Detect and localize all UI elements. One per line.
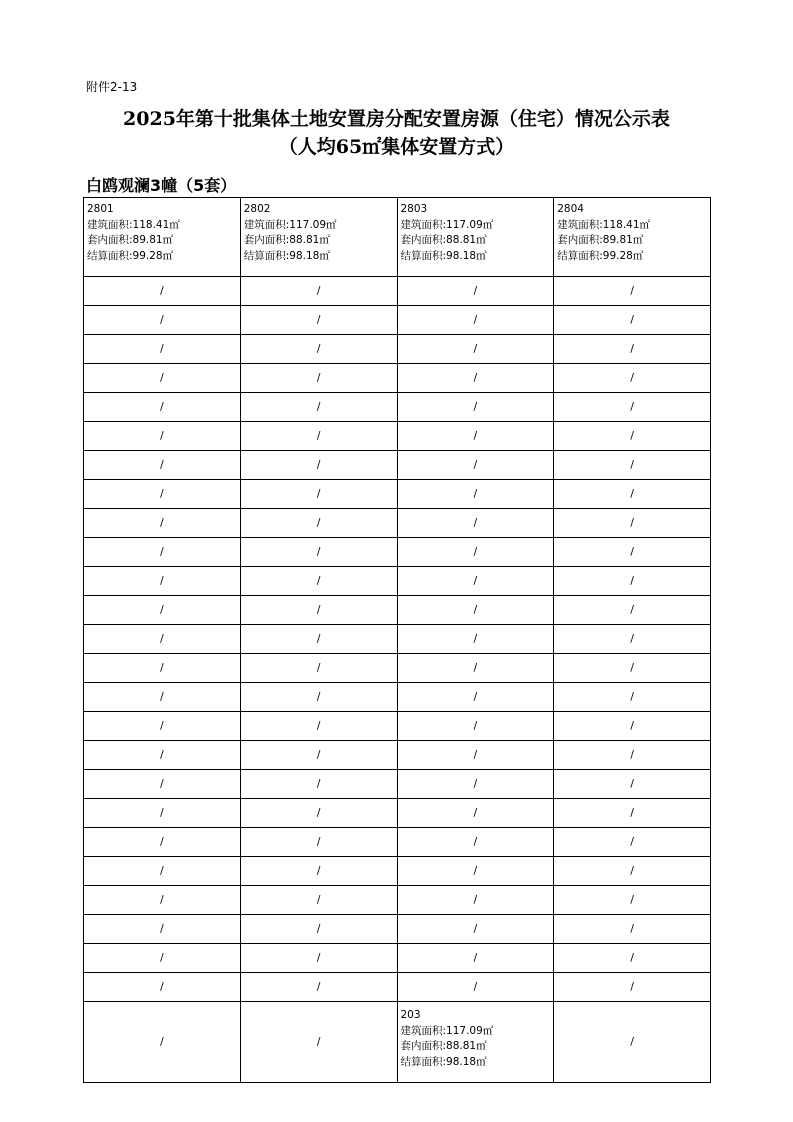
table-row (84, 625, 711, 654)
empty-cell: / (240, 944, 397, 973)
unit-built-area: 建筑面积:117.09㎡ (400, 1024, 494, 1037)
empty-cell: / (397, 915, 554, 944)
page-title: 2025年第十批集体土地安置房分配安置房源（住宅）情况公示表 (123, 108, 670, 130)
empty-cell: / (240, 857, 397, 886)
table-row (84, 306, 711, 335)
table-row (84, 451, 711, 480)
empty-cell: / (240, 451, 397, 480)
unit-settle-area: 结算面积:98.18㎡ (400, 1055, 487, 1068)
table-row (84, 944, 711, 973)
header-row (84, 198, 711, 277)
table-row (84, 596, 711, 625)
empty-cell: / (554, 770, 711, 799)
empty-cell: / (397, 828, 554, 857)
empty-cell: / (554, 393, 711, 422)
empty-cell: / (84, 741, 241, 770)
unit-cell (84, 198, 241, 277)
empty-cell: / (84, 973, 241, 1002)
empty-cell: / (240, 799, 397, 828)
empty-cell: / (240, 712, 397, 741)
empty-cell: / (554, 944, 711, 973)
empty-cell: / (554, 596, 711, 625)
table-row (84, 770, 711, 799)
table-row (84, 654, 711, 683)
empty-cell: / (397, 364, 554, 393)
empty-cell: / (84, 828, 241, 857)
empty-cell: / (84, 770, 241, 799)
empty-cell: / (84, 654, 241, 683)
empty-cell: / (397, 277, 554, 306)
empty-cell: / (397, 335, 554, 364)
empty-cell: / (397, 567, 554, 596)
empty-cell: / (240, 480, 397, 509)
empty-cell: / (240, 973, 397, 1002)
table-row (84, 915, 711, 944)
table-row (84, 393, 711, 422)
table-row (84, 973, 711, 1002)
empty-cell: / (554, 480, 711, 509)
unit-cell (554, 198, 711, 277)
empty-cell: / (397, 712, 554, 741)
page-subtitle: （人均65㎡集体安置方式） (278, 136, 515, 158)
empty-cell: / (554, 538, 711, 567)
empty-cell: / (84, 538, 241, 567)
empty-cell: / (240, 422, 397, 451)
empty-cell: / (240, 886, 397, 915)
empty-cell: / (397, 596, 554, 625)
unit-built-area: 建筑面积:117.09㎡ (243, 218, 337, 231)
empty-cell: / (397, 944, 554, 973)
table-row (84, 799, 711, 828)
empty-cell: / (240, 277, 397, 306)
empty-cell: / (240, 306, 397, 335)
last-row (84, 1002, 711, 1083)
empty-cell: / (397, 683, 554, 712)
empty-cell: / (84, 393, 241, 422)
empty-cell: / (240, 335, 397, 364)
empty-cell: / (397, 741, 554, 770)
unit-settle-area: 结算面积:99.28㎡ (557, 249, 644, 262)
empty-cell: / (240, 393, 397, 422)
empty-cell: / (554, 683, 711, 712)
empty-cell: / (240, 567, 397, 596)
empty-cell: / (397, 654, 554, 683)
empty-cell: / (554, 422, 711, 451)
empty-cell: / (84, 480, 241, 509)
table-row (84, 857, 711, 886)
unit-built-area: 建筑面积:118.41㎡ (87, 218, 180, 231)
empty-cell: / (397, 538, 554, 567)
empty-cell: / (240, 596, 397, 625)
housing-table (83, 197, 711, 1083)
table-row (84, 712, 711, 741)
unit-cell (240, 198, 397, 277)
empty-cell: / (240, 654, 397, 683)
table-row (84, 886, 711, 915)
empty-cell: / (554, 799, 711, 828)
table-row (84, 509, 711, 538)
empty-cell: / (240, 683, 397, 712)
empty-cell: / (554, 509, 711, 538)
empty-cell: / (84, 567, 241, 596)
empty-cell: / (84, 1002, 241, 1083)
unit-inner-area: 套内面积:88.81㎡ (243, 234, 330, 246)
empty-cell: / (397, 306, 554, 335)
empty-cell: / (397, 886, 554, 915)
unit-room: 2801 (87, 203, 114, 215)
empty-cell: / (240, 625, 397, 654)
empty-cell: / (554, 306, 711, 335)
empty-cell: / (554, 567, 711, 596)
unit-room: 2804 (557, 203, 584, 215)
unit-inner-area: 套内面积:89.81㎡ (557, 234, 644, 246)
unit-inner-area: 套内面积:88.81㎡ (400, 234, 487, 246)
empty-cell: / (240, 509, 397, 538)
empty-cell: / (397, 799, 554, 828)
empty-cell: / (84, 596, 241, 625)
unit-settle-area: 结算面积:98.18㎡ (243, 249, 330, 262)
unit-inner-area: 套内面积:88.81㎡ (400, 1040, 487, 1052)
empty-cell: / (397, 393, 554, 422)
empty-cell: / (397, 509, 554, 538)
table-row (84, 335, 711, 364)
table-row (84, 683, 711, 712)
empty-cell: / (554, 1002, 711, 1083)
empty-cell: / (84, 625, 241, 654)
empty-cell: / (397, 422, 554, 451)
table-row (84, 480, 711, 509)
empty-cell: / (84, 799, 241, 828)
table-row (84, 538, 711, 567)
empty-cell: / (554, 741, 711, 770)
empty-cell: / (84, 886, 241, 915)
empty-cell: / (240, 538, 397, 567)
unit-settle-area: 结算面积:99.28㎡ (87, 249, 174, 262)
empty-cell: / (554, 625, 711, 654)
empty-cell: / (84, 683, 241, 712)
empty-cell: / (397, 451, 554, 480)
empty-cell: / (554, 915, 711, 944)
empty-cell: / (240, 1002, 397, 1083)
unit-cell (397, 1002, 554, 1083)
empty-cell: / (554, 828, 711, 857)
empty-cell: / (84, 306, 241, 335)
empty-cell: / (397, 770, 554, 799)
empty-cell: / (240, 915, 397, 944)
table-row (84, 364, 711, 393)
unit-settle-area: 结算面积:98.18㎡ (400, 249, 487, 262)
empty-cell: / (397, 480, 554, 509)
empty-cell: / (397, 625, 554, 654)
empty-cell: / (554, 451, 711, 480)
table-row (84, 741, 711, 770)
unit-room: 203 (400, 1009, 421, 1021)
unit-inner-area: 套内面积:89.81㎡ (87, 234, 174, 246)
empty-cell: / (240, 770, 397, 799)
empty-cell: / (84, 422, 241, 451)
empty-cell: / (554, 886, 711, 915)
empty-cell: / (554, 364, 711, 393)
unit-built-area: 建筑面积:117.09㎡ (400, 218, 494, 231)
empty-cell: / (84, 915, 241, 944)
unit-room: 2802 (243, 203, 271, 215)
attachment-label: 附件2-13 (86, 80, 138, 94)
empty-cell: / (84, 335, 241, 364)
unit-room: 2803 (400, 203, 428, 215)
empty-cell: / (240, 741, 397, 770)
empty-cell: / (397, 857, 554, 886)
empty-cell: / (84, 451, 241, 480)
empty-cell: / (240, 828, 397, 857)
empty-cell: / (554, 857, 711, 886)
empty-cell: / (397, 973, 554, 1002)
table-row (84, 277, 711, 306)
empty-cell: / (554, 973, 711, 1002)
section-title: 白鸥观澜3幢（5套） (86, 176, 237, 195)
empty-cell: / (84, 944, 241, 973)
empty-cell: / (554, 277, 711, 306)
table-row (84, 567, 711, 596)
empty-cell: / (84, 509, 241, 538)
empty-cell: / (240, 364, 397, 393)
empty-cell: / (84, 712, 241, 741)
empty-cell: / (84, 364, 241, 393)
empty-cell: / (84, 277, 241, 306)
table-row (84, 828, 711, 857)
unit-built-area: 建筑面积:118.41㎡ (557, 218, 651, 231)
unit-cell (397, 198, 554, 277)
table-row (84, 422, 711, 451)
empty-cell: / (84, 857, 241, 886)
empty-cell: / (554, 654, 711, 683)
empty-cell: / (554, 712, 711, 741)
empty-cell: / (554, 335, 711, 364)
